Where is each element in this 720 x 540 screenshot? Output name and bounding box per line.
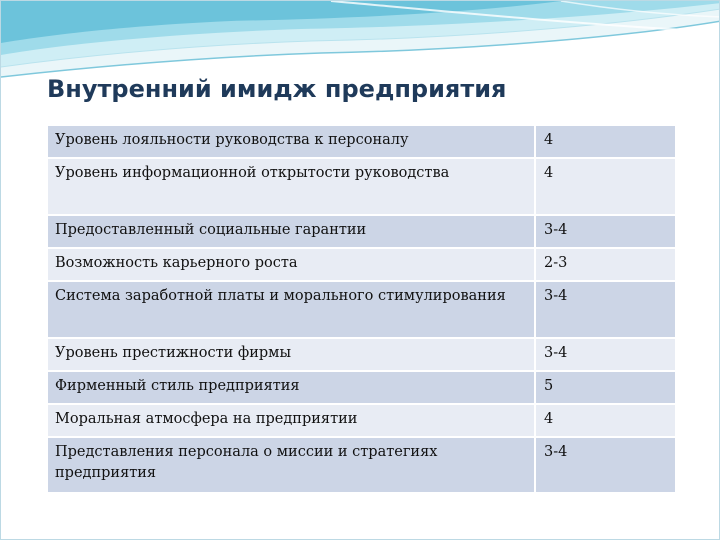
table-row (47, 215, 676, 248)
row-label: Уровень престижности фирмы (47, 338, 535, 371)
row-label: Система заработной платы и морального стимулирования (47, 281, 535, 338)
row-value: 3-4 (535, 281, 676, 338)
row-value: 3-4 (535, 338, 676, 371)
table-row (47, 158, 676, 215)
table-row (47, 371, 676, 404)
row-value: 3-4 (535, 215, 676, 248)
table-row (47, 281, 676, 338)
row-label: Фирменный стиль предприятия (47, 371, 535, 404)
row-value: 2-3 (535, 248, 676, 281)
row-label: Моральная атмосфера на предприятии (47, 404, 535, 437)
row-value: 4 (535, 404, 676, 437)
header-wave-decoration (1, 1, 720, 81)
table-row (47, 338, 676, 371)
table-row (47, 125, 676, 158)
row-label: Уровень лояльности руководства к персоналу (47, 125, 535, 158)
table-row (47, 404, 676, 437)
table-row (47, 248, 676, 281)
row-label: Возможность карьерного роста (47, 248, 535, 281)
row-value: 4 (535, 158, 676, 215)
row-label: Уровень информационной открытости руководства (47, 158, 535, 215)
row-label: Предоставленный социальные гарантии (47, 215, 535, 248)
row-label: Представления персонала о миссии и стратегиях предприятия (47, 437, 535, 493)
row-value: 5 (535, 371, 676, 404)
row-value: 4 (535, 125, 676, 158)
page-title: Внутренний имидж предприятия (47, 75, 507, 103)
row-value: 3-4 (535, 437, 676, 493)
image-indicators-table (46, 124, 677, 494)
table-row (47, 437, 676, 493)
